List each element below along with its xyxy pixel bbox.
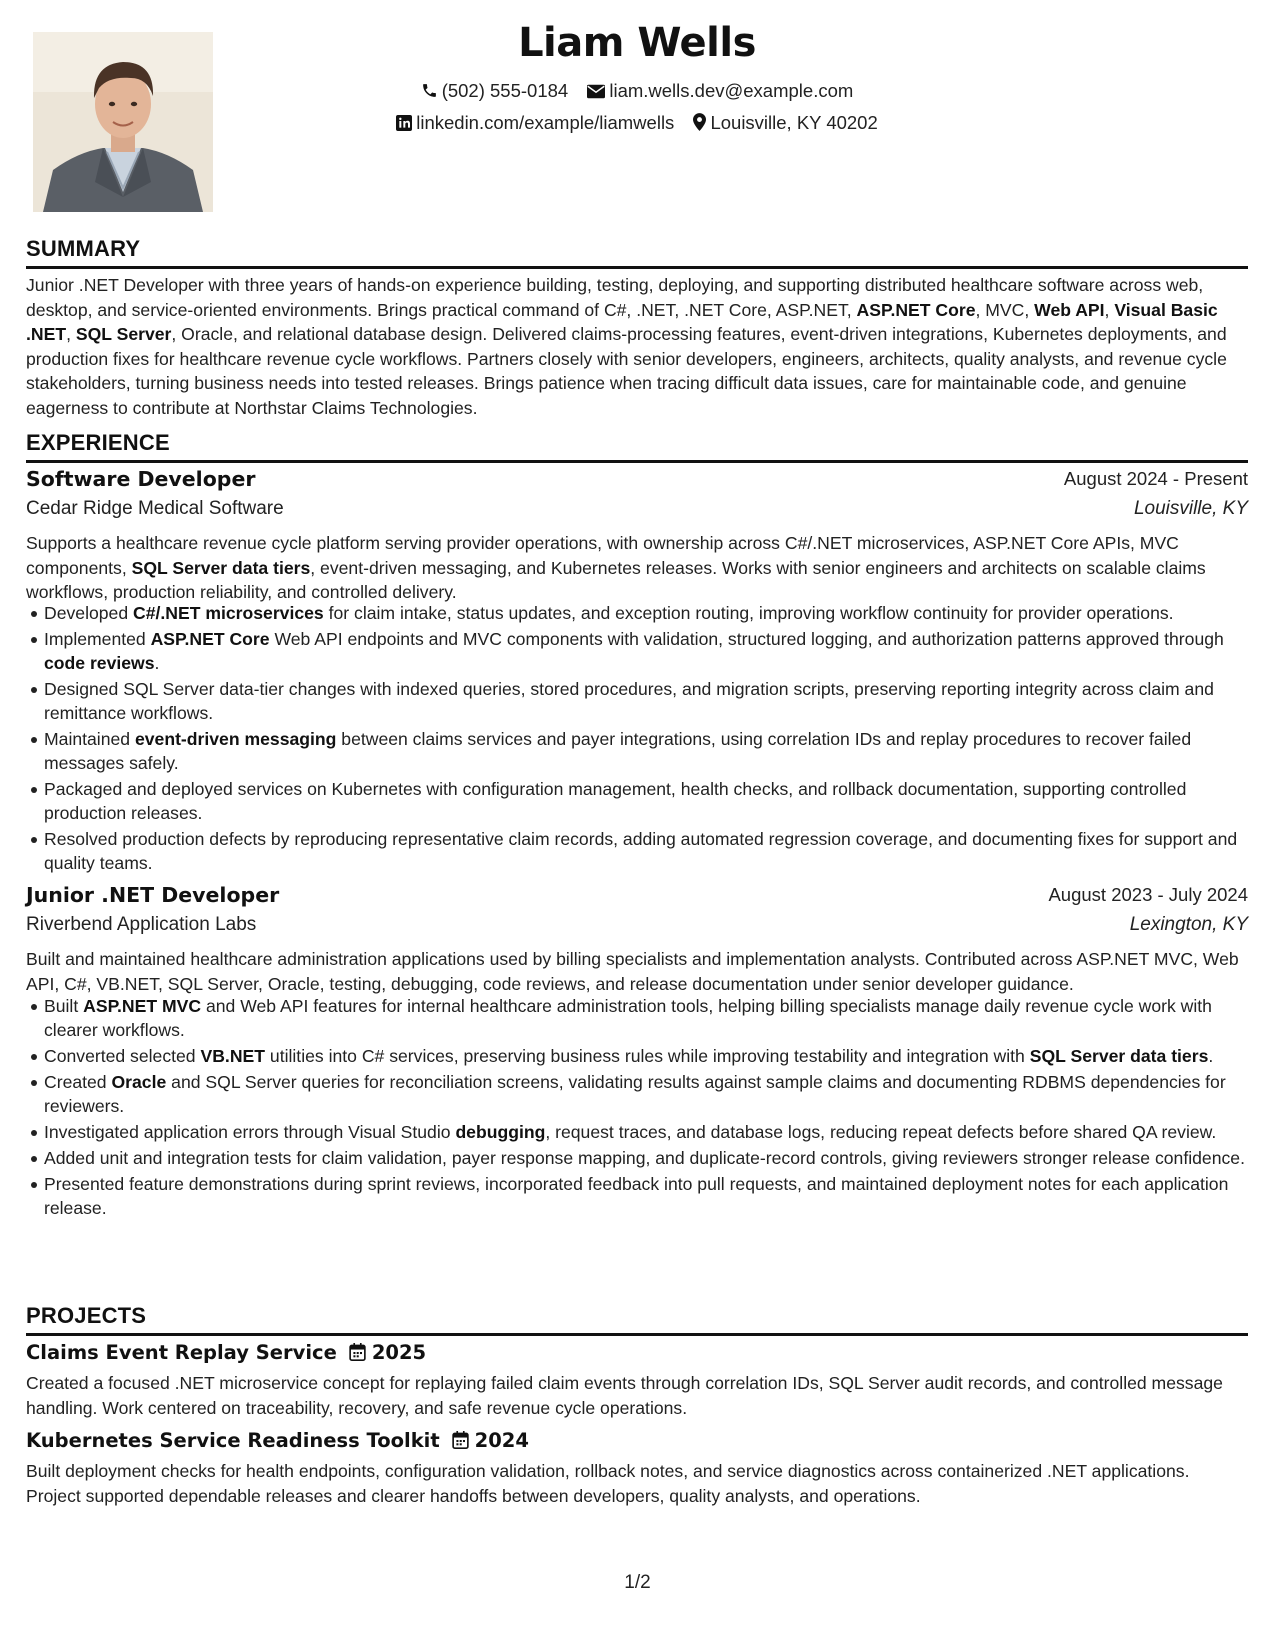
candidate-name: Liam Wells [518, 20, 756, 66]
linkedin-text: linkedin.com/example/liamwells [416, 112, 675, 133]
job-bullets [26, 601, 1266, 877]
job-location: Lexington, KY [1129, 914, 1248, 935]
bullet-item: Investigated application errors through Visual Studio debugging, request traces, and database logs, reducing repeat defects before shared QA review. [44, 1120, 1266, 1144]
job-dates: August 2023 - July 2024 [1048, 884, 1248, 905]
project-title [26, 1429, 529, 1454]
bullet-item: Maintained event-driven messaging between claims services and payer integrations, using correlation IDs and replay procedures to recover failed messages safely. [44, 727, 1266, 776]
projects-heading: PROJECTS [26, 1303, 1248, 1336]
summary-body: Junior .NET Developer with three years of hands-on experience building, testing, deploying, and supporting distributed healthcare software across web, desktop, and service-oriented environments. Brings practical command of C#, .NET, .NET Core, ASP.NET, ASP.NET Core, MVC, Web API, Visual Basic .NET, SQL Server, Oracle, and relational database design. Delivered claims-processing features, event-driven integrations, Kubernetes deployments, and production fixes for healthcare revenue cycle workflows. Partners closely with senior developers, engineers, architects, quality analysts, and revenue cycle stakeholders, turning business needs into tested releases. Brings patience when tracing difficult data issues, care for maintainable code, and genuine eagerness to contribute at Northstar Claims Technologies. [26, 275, 1227, 418]
bullet-item: Created Oracle and SQL Server queries for reconciliation screens, validating results against sample claims and documenting RDBMS dependencies for reviewers. [44, 1070, 1266, 1119]
page-number: 1/2 [624, 1572, 651, 1593]
bullet-item: Resolved production defects by reproducing representative claim records, adding automated regression coverage, and documenting fixes for support and quality teams. [44, 827, 1266, 876]
project-year: 2024 [474, 1429, 529, 1452]
bullet-item: Packaged and deployed services on Kubernetes with configuration management, health checks, and rollback documentation, supporting controlled production releases. [44, 777, 1266, 826]
calendar-icon [349, 1343, 366, 1366]
project-name: Kubernetes Service Readiness Toolkit [26, 1429, 440, 1452]
job-summary: Supports a healthcare revenue cycle platform serving provider operations, with ownership across C#/.NET microservices, ASP.NET Core APIs, MVC components, SQL Server data tiers, event-driven messaging, and Kubernetes releases. Works with senior engineers and architects on scalable claims workflows, production reliability, and controlled delivery. [26, 533, 1206, 603]
bullet-item: Developed C#/.NET microservices for claim intake, status updates, and exception routing, improving workflow continuity for provider operations. [44, 601, 1266, 625]
job-location: Louisville, KY [1133, 498, 1248, 519]
bullet-item: Presented feature demonstrations during sprint reviews, incorporated feedback into pull requests, and maintained deployment notes for each application release. [44, 1172, 1266, 1221]
linkedin-icon [396, 115, 412, 131]
project-year: 2025 [371, 1341, 427, 1364]
experience-heading: EXPERIENCE [26, 430, 1248, 463]
email-contact[interactable] [587, 80, 853, 102]
location-contact [693, 112, 877, 134]
email-text: liam.wells.dev@example.com [609, 80, 854, 101]
envelope-icon [587, 84, 605, 99]
bullet-item: Added unit and integration tests for claim validation, payer response mapping, and duplicate-record controls, giving reviewers stronger release confidence. [44, 1146, 1266, 1170]
job-company: Riverbend Application Labs [26, 914, 257, 935]
calendar-icon [452, 1431, 469, 1454]
job-bullets [26, 994, 1266, 1222]
project-description: Built deployment checks for health endpoints, configuration validation, rollback notes, and service diagnostics across containerized .NET applications. Project supported dependable releases and clearer handoffs between developers, quality analysts, and operations. [26, 1461, 1190, 1506]
summary-heading: SUMMARY [26, 236, 1248, 269]
contact-row-1 [26, 80, 1248, 102]
job-dates: August 2024 - Present [1063, 468, 1248, 489]
location-text: Louisville, KY 40202 [710, 112, 878, 133]
bullet-item: Converted selected VB.NET utilities into C# services, preserving business rules while improving testability and integration with SQL Server data tiers. [44, 1044, 1266, 1068]
phone-icon [421, 82, 438, 99]
job-title: Junior .NET Developer [26, 883, 280, 907]
contact-row-2 [26, 112, 1248, 134]
resume-page [26, 0, 1248, 1650]
job-title: Software Developer [26, 467, 256, 491]
bullet-item: Implemented ASP.NET Core Web API endpoints and MVC components with validation, structured logging, and authorization patterns approved through code reviews. [44, 627, 1266, 676]
map-pin-icon [693, 113, 706, 131]
phone-text: (502) 555-0184 [441, 80, 569, 101]
project-title [26, 1341, 426, 1366]
project-description: Created a focused .NET microservice concept for replaying failed claim events through correlation IDs, SQL Server audit records, and controlled message handling. Work centered on traceability, recovery, and safe revenue cycle operations. [26, 1373, 1223, 1418]
bullet-item: Designed SQL Server data-tier changes with indexed queries, stored procedures, and migration scripts, preserving reporting integrity across claim and remittance workflows. [44, 677, 1266, 726]
phone-contact[interactable] [421, 80, 569, 102]
job-company: Cedar Ridge Medical Software [26, 498, 284, 519]
job-summary: Built and maintained healthcare administration applications used by billing specialists and implementation analysts. Contributed across ASP.NET MVC, Web API, C#, VB.NET, SQL Server, Oracle, testing, debugging, code reviews, and release documentation under senior developer guidance. [26, 949, 1239, 994]
linkedin-contact[interactable] [396, 112, 674, 134]
project-name: Claims Event Replay Service [26, 1341, 337, 1364]
bullet-item: Built ASP.NET MVC and Web API features for internal healthcare administration tools, helping billing specialists manage daily revenue cycle work with clearer workflows. [44, 994, 1266, 1043]
